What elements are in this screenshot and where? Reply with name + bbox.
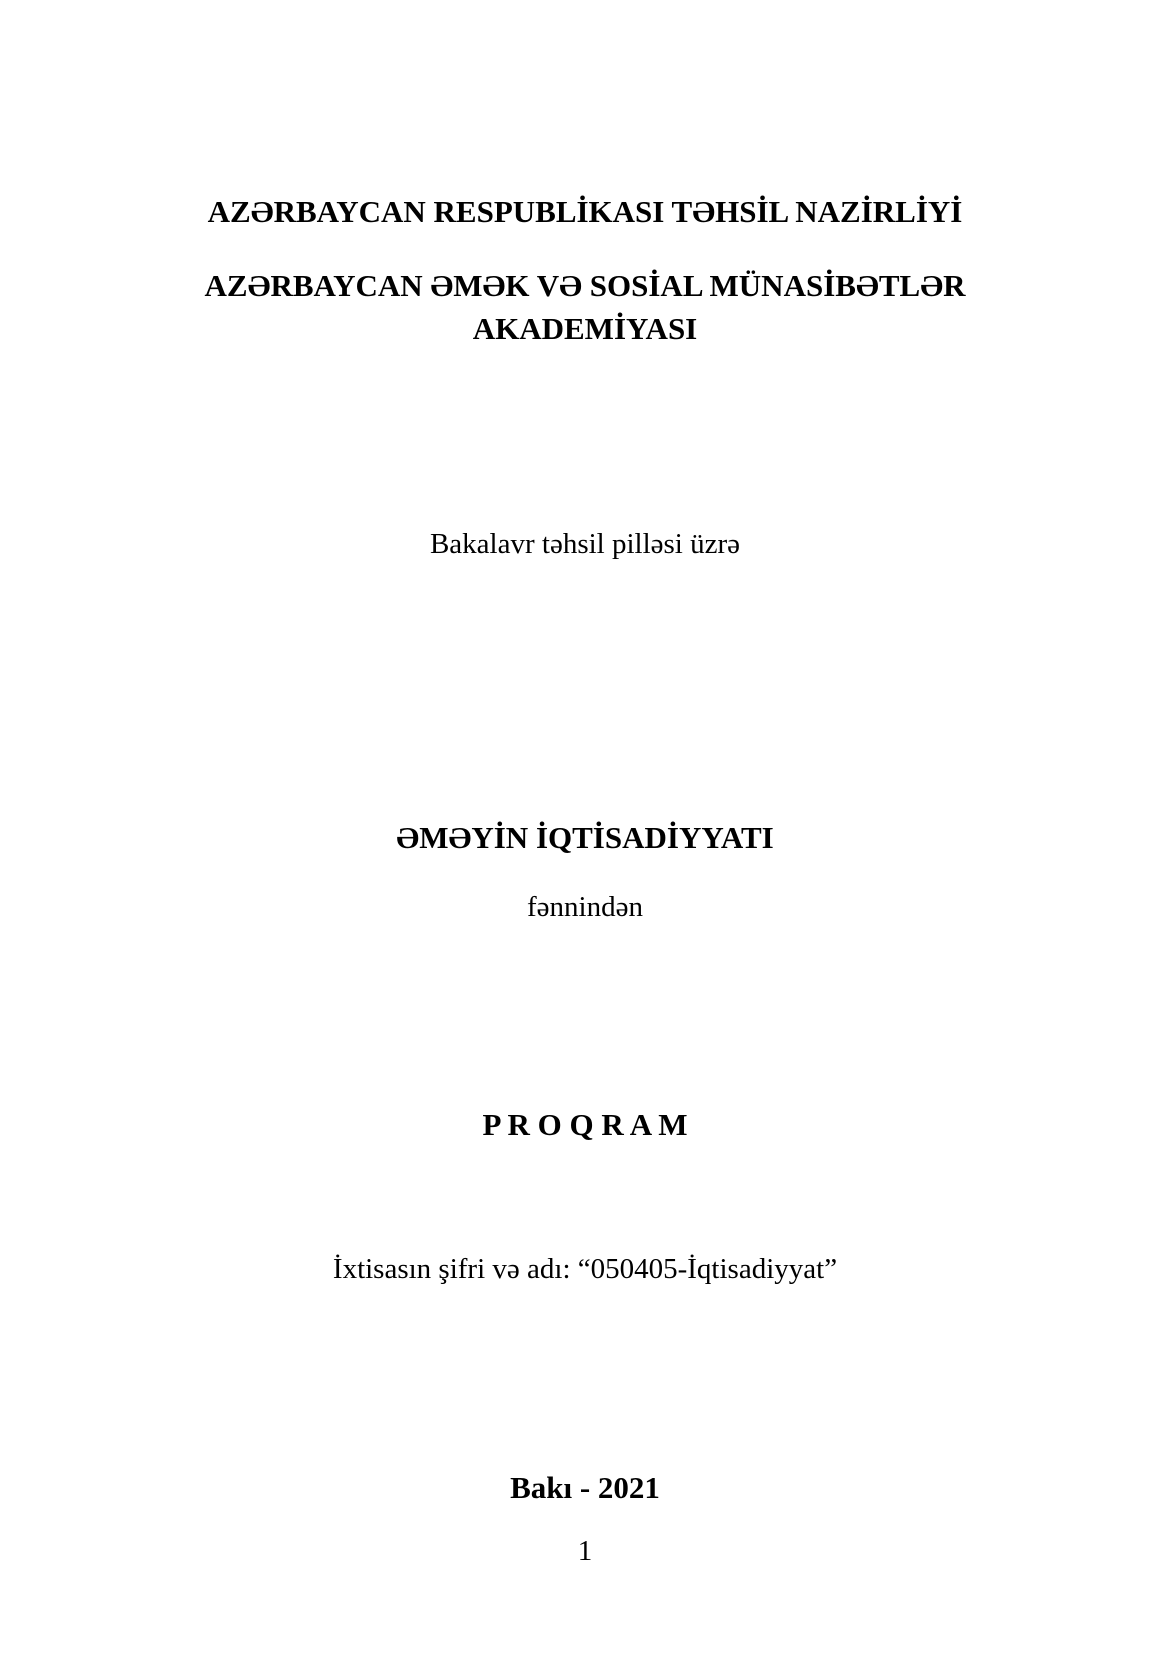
course-title: ƏMƏYİN İQTİSADİYYATI	[396, 820, 774, 855]
city-year-text: Bakı - 2021	[510, 1470, 660, 1505]
document-type-heading: P R O Q R A M	[482, 1107, 688, 1142]
page-number: 1	[577, 1535, 593, 1567]
degree-level-text: Bakalavr təhsil pilləsi üzrə	[429, 528, 741, 560]
course-suffix-text: fənnindən	[527, 891, 643, 923]
ministry-heading: AZƏRBAYCAN RESPUBLİKASI TƏHSİL NAZİRLİYİ	[207, 194, 963, 229]
academy-heading-line2: AKADEMİYASI	[472, 311, 698, 346]
specialty-text: İxtisasın şifri və adı: “050405-İqtisadiyyat”	[332, 1253, 838, 1285]
academy-heading-line1: AZƏRBAYCAN ƏMƏK VƏ SOSİAL MÜNASİBƏTLƏR	[204, 268, 966, 303]
